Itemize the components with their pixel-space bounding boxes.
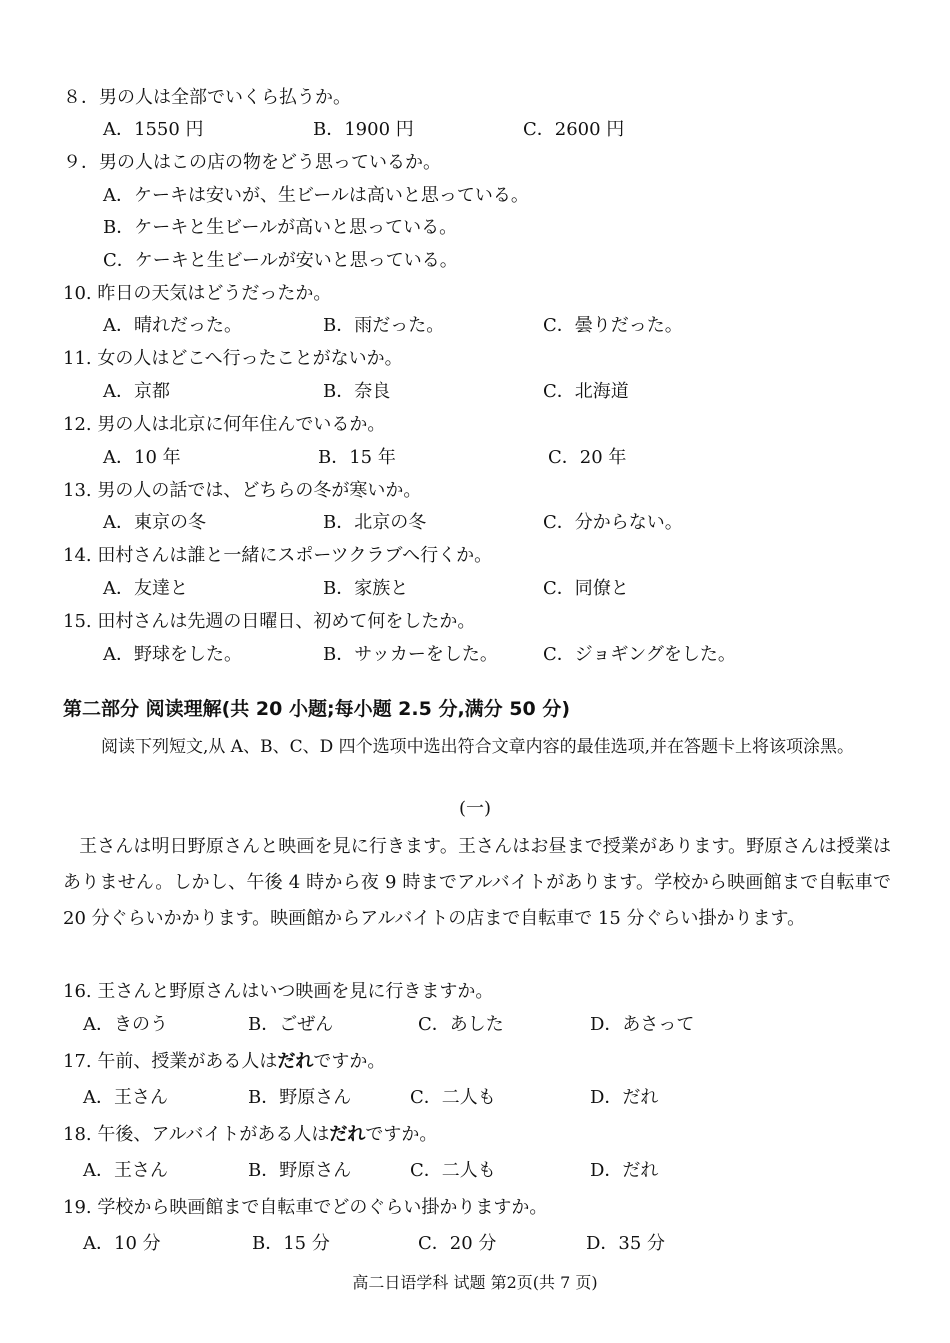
passage-text: 王さんは明日野原さんと映画を見に行きます。王さんはお昼まで授業があります。野原さんは授業はありません。しかし、午後 4 時から夜 9 時までアルバイトがあります。学校から映画館まで自転車で 20 分ぐらいかかります。映画館からアルバイトの店まで自転車で 15 分ぐらい掛かります。	[63, 836, 891, 929]
question-11: 11. 女の人はどこへ行ったことがないか。	[63, 348, 403, 369]
option-8a: A．1550 円	[103, 119, 204, 140]
option-18a: A．王さん	[83, 1160, 168, 1181]
option-12a: A．10 年	[103, 447, 181, 468]
option-12b: B．15 年	[318, 447, 396, 468]
option-12c: C．20 年	[548, 447, 627, 468]
option-16d: D．あさって	[590, 1014, 695, 1035]
section-instruction	[63, 732, 893, 762]
question-8: ８．男の人は全部でいくら払うか。	[63, 87, 351, 108]
option-15a: A．野球をした。	[103, 644, 242, 665]
option-11a: A．京都	[103, 381, 170, 402]
option-9a: A．ケーキは安いが、生ビールは高いと思っている。	[103, 185, 529, 206]
passage-label: (一)	[458, 798, 492, 819]
option-9b: B．ケーキと生ビールが高いと思っている。	[103, 217, 458, 238]
option-14b: B．家族と	[323, 578, 409, 599]
option-11b: B．奈良	[323, 381, 391, 402]
option-14c: C．同僚と	[543, 578, 629, 599]
option-16c: C．あした	[418, 1014, 504, 1035]
section-title: 第二部分 阅读理解(共 20 小题;每小题 2.5 分,满分 50 分)	[63, 698, 571, 720]
option-19b: B．15 分	[252, 1233, 330, 1254]
option-16a: A．きのう	[83, 1014, 168, 1035]
option-15b: B．サッカーをした。	[323, 644, 498, 665]
option-10b: B．雨だった。	[323, 315, 445, 336]
option-13a: A．東京の冬	[103, 512, 206, 533]
option-8b: B．1900 円	[313, 119, 414, 140]
question-17-text: 17. 午前、授業がある人は	[63, 1051, 278, 1072]
option-10c: C．曇りだった。	[543, 315, 683, 336]
question-9: ９．男の人はこの店の物をどう思っているか。	[63, 152, 441, 173]
question-15: 15. 田村さんは先週の日曜日、初めて何をしたか。	[63, 611, 476, 632]
option-13b: B．北京の冬	[323, 512, 427, 533]
question-19-text: 19. 学校から映画館まで自転車でどのぐらい掛かりますか。	[63, 1197, 548, 1218]
option-8c: C．2600 円	[523, 119, 625, 140]
question-17	[63, 1050, 385, 1074]
option-11c: C．北海道	[543, 381, 629, 402]
question-18	[63, 1123, 437, 1147]
option-9c: C．ケーキと生ビールが安いと思っている。	[103, 250, 458, 271]
question-19	[63, 1196, 547, 1220]
option-16b: B．ごぜん	[248, 1014, 334, 1035]
question-12: 12. 男の人は北京に何年住んでいるか。	[63, 414, 386, 435]
option-18d: D．だれ	[590, 1160, 659, 1181]
option-14a: A．友達と	[103, 578, 188, 599]
question-18-emphasis: だれ	[329, 1124, 366, 1145]
page-footer: 高二日语学科 试题 第2页(共 7 页)	[352, 1273, 598, 1292]
option-10a: A．晴れだった。	[103, 315, 242, 336]
question-14: 14. 田村さんは誰と一緒にスポーツクラブへ行くか。	[63, 545, 493, 566]
option-17c: C．二人も	[410, 1087, 496, 1108]
option-19d: D．35 分	[586, 1233, 666, 1254]
option-19a: A．10 分	[83, 1233, 161, 1254]
question-16-text: 16. 王さんと野原さんはいつ映画を見に行きますか。	[63, 981, 494, 1002]
question-18-text: 18. 午後、アルバイトがある人は	[63, 1124, 330, 1145]
option-17b: B．野原さん	[248, 1087, 352, 1108]
question-17-end: ですか。	[313, 1051, 386, 1072]
question-18-end: ですか。	[365, 1124, 438, 1145]
option-17a: A．王さん	[83, 1087, 168, 1108]
question-17-emphasis: だれ	[277, 1051, 314, 1072]
option-15c: C．ジョギングをした。	[543, 644, 736, 665]
option-19c: C．20 分	[418, 1233, 497, 1254]
question-16	[63, 980, 493, 1004]
instruction-text: 阅读下列短文,从 A、B、C、D 四个选项中选出符合文章内容的最佳选项,并在答题卡上将该项涂黑。	[101, 737, 855, 757]
option-18c: C．二人も	[410, 1160, 496, 1181]
question-13: 13. 男の人の話では、どちらの冬が寒いか。	[63, 480, 422, 501]
question-10: 10. 昨日の天気はどうだったか。	[63, 283, 332, 304]
option-18b: B．野原さん	[248, 1160, 352, 1181]
option-17d: D．だれ	[590, 1087, 659, 1108]
option-13c: C．分からない。	[543, 512, 683, 533]
reading-passage	[63, 829, 891, 937]
